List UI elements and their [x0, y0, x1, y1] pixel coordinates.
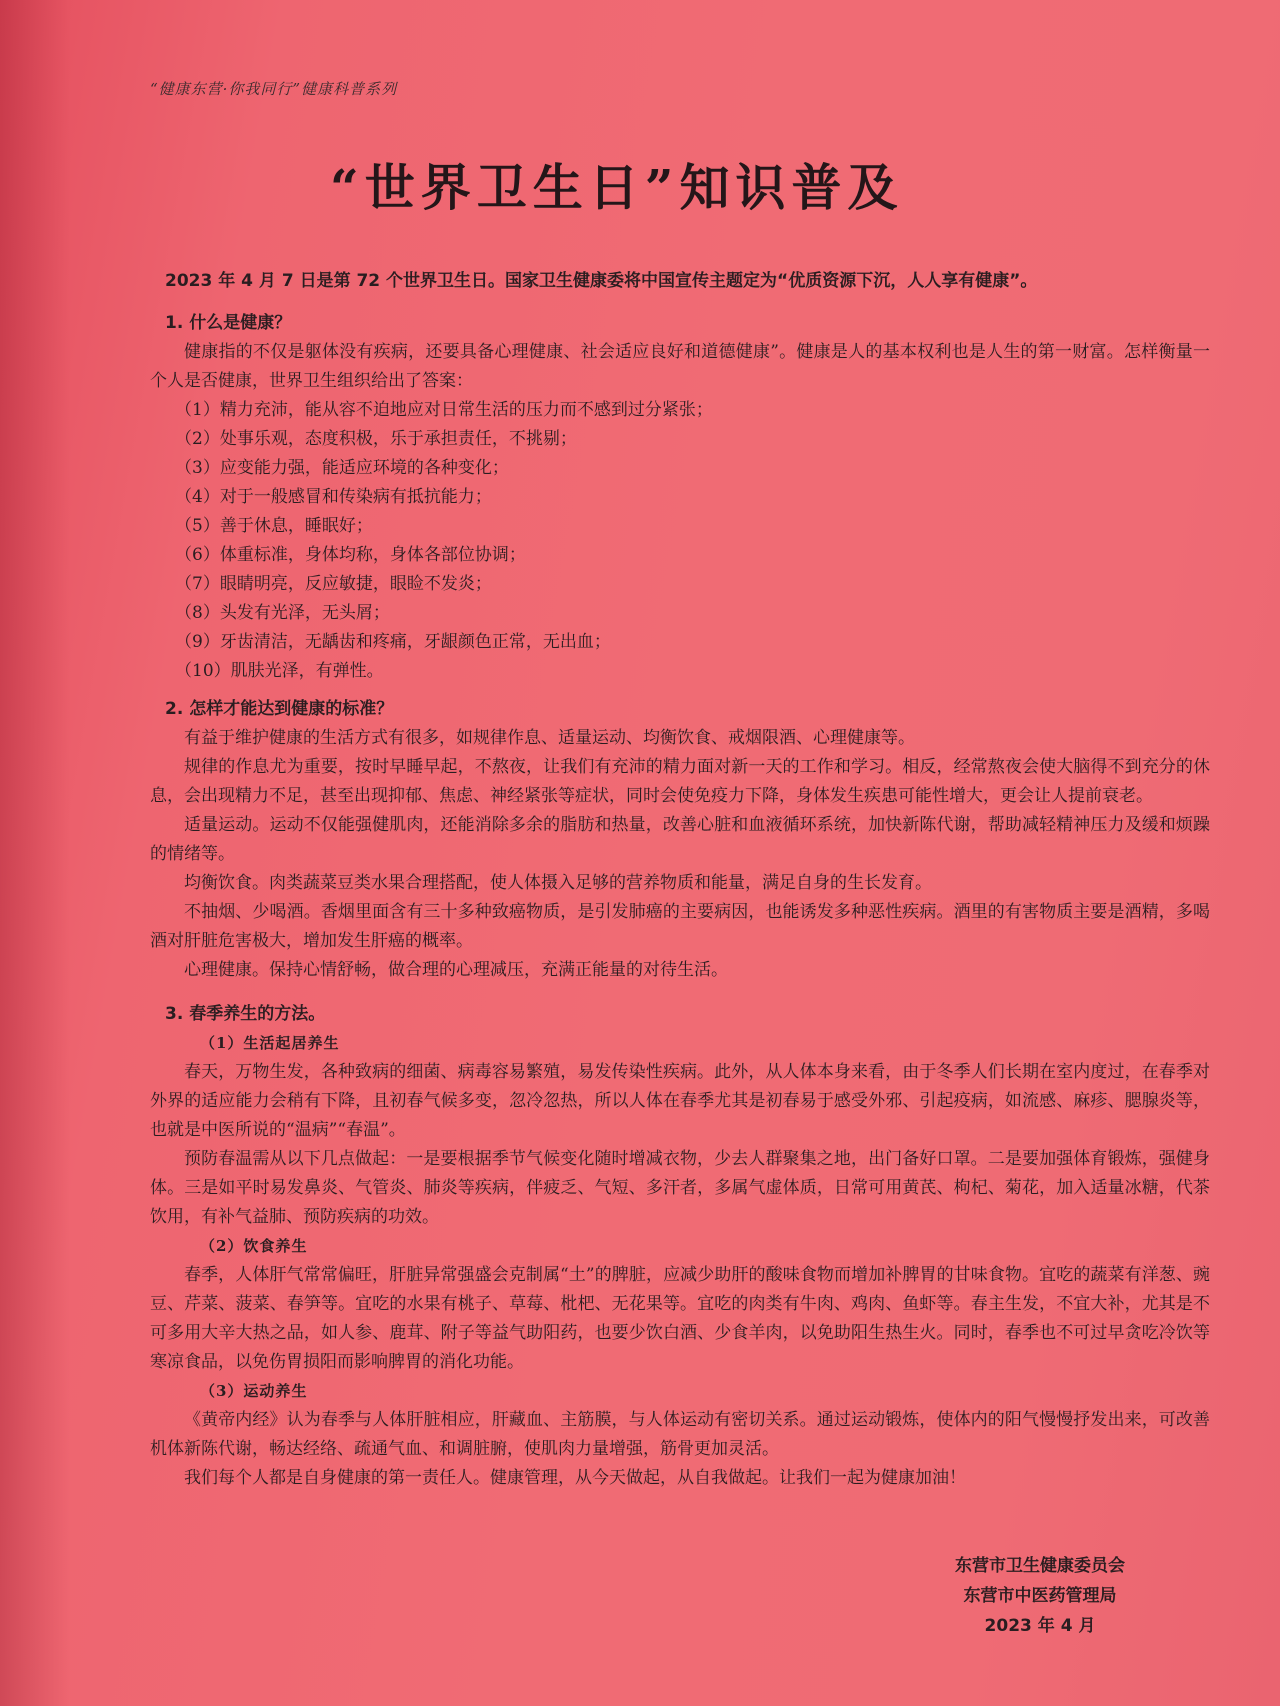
section3-paragraph: 《黄帝内经》认为春季与人体肝脏相应，肝藏血、主筋膜，与人体运动有密切关系。通过运动锻炼，使体内的阳气慢慢抒发出来，可改善机体新陈代谢，畅达经络、疏通气血、和调脏腑，使肌肉力量增强，筋骨更加灵活。	[150, 1410, 1210, 1459]
signature-org1: 东营市卫生健康委员会	[955, 1556, 1125, 1576]
list-item: （4）对于一般感冒和传染病有抵抗能力；	[175, 487, 492, 507]
section2-paragraph: 规律的作息尤为重要，按时早睡早起，不熬夜，让我们有充沛的精力面对新一天的工作和学习。相反，经常熬夜会使大脑得不到充分的休息，会出现精力不足，甚至出现抑郁、焦虑、神经紧张等症状，同时会使免疫力下降，身体发生疾患可能性增大，更会让人提前衰老。	[150, 757, 1210, 806]
intro-line: 2023 年 4 月 7 日是第 72 个世界卫生日。国家卫生健康委将中国宣传主题定为“优质资源下沉，人人享有健康”。	[165, 271, 1038, 291]
section2-paragraph: 心理健康。保持心情舒畅，做合理的心理减压，充满正能量的对待生活。	[184, 960, 728, 980]
section1-paragraph: 健康指的不仅是躯体没有疾病，还要具备心理健康、社会适应良好和道德健康”。健康是人的基本权利也是人生的第一财富。怎样衡量一个人是否健康，世界卫生组织给出了答案：	[150, 342, 1210, 391]
section3-paragraph: 春季，人体肝气常常偏旺，肝脏异常强盛会克制属“土”的脾脏，应减少助肝的酸味食物而增加补脾胃的甘味食物。宜吃的蔬菜有洋葱、豌豆、芹菜、菠菜、春笋等。宜吃的水果有桃子、草莓、枇杷、无花果等。宜吃的肉类有牛肉、鸡肉、鱼虾等。春主生发，不宜大补，尤其是不可多用大辛大热之品，如人参、鹿茸、附子等益气助阳药，也要少饮白酒、少食羊肉，以免助阳生热生火。同时，春季也不可过早贪吃冷饮等寒凉食品，以免伤胃损阳而影响脾胃的消化功能。	[150, 1265, 1210, 1372]
list-item: （8）头发有光泽，无头屑；	[175, 603, 390, 623]
section3-paragraph: 春天，万物生发，各种致病的细菌、病毒容易繁殖，易发传染性疾病。此外，从人体本身来看，由于冬季人们长期在室内度过，在春季对外界的适应能力会稍有下降，且初春气候多变，忽冷忽热，所以人体在春季尤其是初春易于感受外邪、引起疫病，如流感、麻疹、腮腺炎等，也就是中医所说的“温病”“春温”。	[150, 1062, 1210, 1140]
section1-heading: 1. 什么是健康？	[165, 313, 292, 333]
series-label: “健康东营·你我同行”健康科普系列	[150, 80, 398, 98]
subsection-heading: （1）生活起居养生	[200, 1034, 340, 1052]
section2-paragraph: 有益于维护健康的生活方式有很多，如规律作息、适量运动、均衡饮食、戒烟限酒、心理健康等。	[184, 728, 915, 748]
page-shadow	[0, 0, 70, 1706]
section2-paragraph: 均衡饮食。肉类蔬菜豆类水果合理搭配，使人体摄入足够的营养物质和能量，满足自身的生长发育。	[184, 873, 932, 893]
list-item: （1）精力充沛，能从容不迫地应对日常生活的压力而不感到过分紧张；	[175, 400, 713, 420]
subsection-heading: （3）运动养生	[200, 1382, 308, 1400]
section2-paragraph: 不抽烟、少喝酒。香烟里面含有三十多种致癌物质，是引发肺癌的主要病因，也能诱发多种恶性疾病。酒里的有害物质主要是酒精，多喝酒对肝脏危害极大，增加发生肝癌的概率。	[150, 902, 1210, 951]
list-item: （3）应变能力强，能适应环境的各种变化；	[175, 458, 509, 478]
list-item: （5）善于休息，睡眠好；	[175, 516, 373, 536]
signature-org2: 东营市中医药管理局	[963, 1586, 1117, 1606]
list-item: （2）处事乐观，态度积极，乐于承担责任，不挑剔；	[175, 429, 577, 449]
list-item: （10）肌肤光泽，有弹性。	[175, 661, 384, 681]
subsection-heading: （2）饮食养生	[200, 1237, 308, 1255]
list-item: （9）牙齿清洁，无龋齿和疼痛，牙龈颜色正常，无出血；	[175, 632, 611, 652]
list-item: （6）体重标准，身体均称，身体各部位协调；	[175, 545, 526, 565]
section3-paragraph: 我们每个人都是自身健康的第一责任人。健康管理，从今天做起，从自我做起。让我们一起为健康加油！	[184, 1468, 966, 1488]
section2-heading: 2. 怎样才能达到健康的标准？	[165, 699, 394, 719]
list-item: （7）眼睛明亮，反应敏捷，眼睑不发炎；	[175, 574, 492, 594]
document-title: “世界卫生日”知识普及	[330, 158, 904, 217]
section3-heading: 3. 春季养生的方法。	[165, 1004, 326, 1024]
signature-date: 2023 年 4 月	[984, 1616, 1096, 1636]
document-body	[150, 308, 1210, 1493]
section3-paragraph: 预防春温需从以下几点做起：一是要根据季节气候变化随时增减衣物，少去人群聚集之地，出门备好口罩。二是要加强体育锻炼，强健身体。三是如平时易发鼻炎、气管炎、肺炎等疾病，伴疲乏、气短、多汗者，多属气虚体质，日常可用黄芪、枸杞、菊花，加入适量冰糖，代茶饮用，有补气益肺、预防疾病的功效。	[150, 1149, 1210, 1227]
section2-paragraph: 适量运动。运动不仅能强健肌肉，还能消除多余的脂肪和热量，改善心脏和血液循环系统，加快新陈代谢，帮助减轻精神压力及缓和烦躁的情绪等。	[150, 815, 1210, 864]
signature-block	[910, 1551, 1170, 1641]
